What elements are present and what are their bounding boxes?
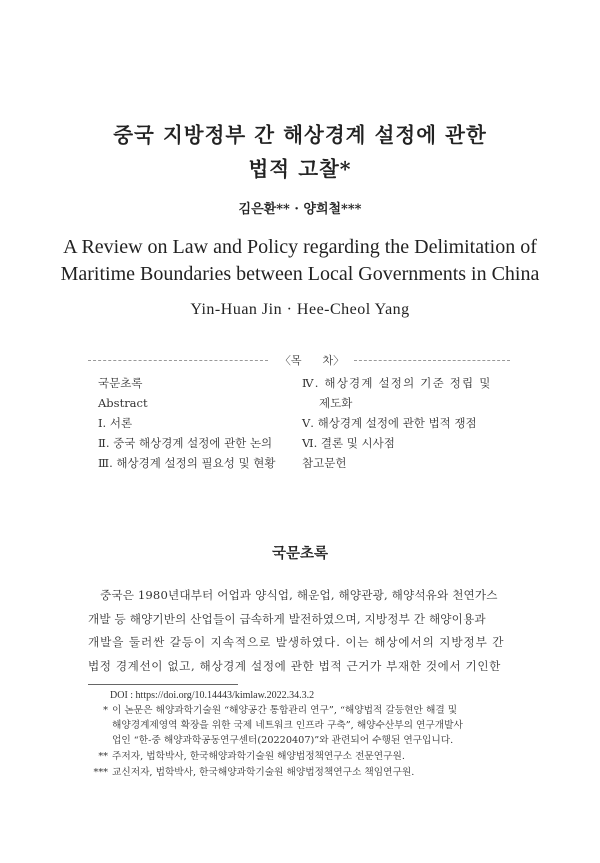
toc-item: Ⅴ. 해상경계 설정에 관한 법적 쟁점 bbox=[302, 416, 477, 430]
toc-item-continuation: 제도화 bbox=[319, 396, 353, 410]
toc-heading: 〈목 차〉 bbox=[279, 354, 345, 367]
paper-title-en bbox=[0, 234, 600, 288]
toc-column-right bbox=[302, 373, 512, 473]
footnote-text: 해양경계제영역 확장을 위한 국제 네트워크 인프라 구축”, 해양수산부의 연구개발사 bbox=[112, 720, 463, 731]
toc-item: Ⅱ. 중국 해상경계 설정에 관한 논의 bbox=[98, 436, 273, 450]
table-of-contents bbox=[88, 352, 510, 470]
en-title-line-2: Maritime Boundaries between Local Governments in China bbox=[60, 263, 540, 285]
footnote-text: 이 논문은 해양과학기술원 “해양공간 통합관리 연구”, “해양법적 갈등현안 해결 및 bbox=[112, 705, 458, 716]
toc-item: 참고문헌 bbox=[302, 456, 347, 470]
abstract-line: 개발을 둘러싼 갈등이 지속적으로 발생하였다. 이는 해상에서의 지방정부 간 bbox=[88, 635, 505, 649]
toc-item: Ⅳ. 해상경계 설정의 기준 정립 및 bbox=[302, 376, 492, 390]
toc-item: Ⅲ. 해상경계 설정의 필요성 및 현황 bbox=[98, 456, 276, 470]
toc-divider-left bbox=[88, 360, 268, 361]
toc-item: Abstract bbox=[98, 396, 148, 410]
paper-title-ko bbox=[0, 118, 600, 186]
footnote-3 bbox=[88, 765, 518, 780]
abstract-line: 중국은 1980년대부터 어업과 양식업, 해운업, 해양관광, 해양석유와 천연가스 bbox=[100, 588, 498, 602]
toc-column-left bbox=[98, 373, 318, 473]
authors-korean: 김은환** · 양희철*** bbox=[238, 202, 362, 217]
en-title-line-1: A Review on Law and Policy regarding the Delimitation of bbox=[63, 236, 537, 258]
doi-link[interactable]: DOI : https://doi.org/10.14443/kimlaw.2022.34.3.2 bbox=[110, 690, 315, 701]
title-line-1: 중국 지방정부 간 해상경계 설정에 관한 bbox=[113, 123, 487, 147]
abstract-line: 법정 경계선이 없고, 해상경계 설정에 관한 법적 근거가 부재한 것에서 기인한 bbox=[88, 658, 501, 673]
abstract-line: 개발 등 해양기반의 산업들이 급속하게 발전하였으며, 지방정부 간 해양이용과 bbox=[88, 611, 486, 626]
toc-item: 국문초록 bbox=[98, 376, 143, 390]
footnote-1 bbox=[88, 703, 518, 748]
footnote-marker: *** bbox=[93, 767, 108, 778]
footnote-marker: * bbox=[103, 705, 108, 716]
title-line-2: 법적 고찰* bbox=[248, 157, 352, 181]
footnote-marker: ** bbox=[98, 751, 108, 762]
footnote-text: 교신저자, 법학박사, 한국해양과학기술원 해양법정책연구소 책임연구원. bbox=[112, 767, 415, 778]
abstract-body bbox=[88, 584, 510, 678]
toc-item: Ⅵ. 결론 및 시사점 bbox=[302, 436, 395, 450]
authors-english: Yin-Huan Jin · Hee-Cheol Yang bbox=[190, 301, 410, 318]
toc-item: Ⅰ. 서론 bbox=[98, 416, 133, 430]
footnote-2 bbox=[88, 749, 518, 764]
footnote-separator bbox=[88, 684, 238, 685]
footnote-text: 주저자, 법학박사, 한국해양과학기술원 해양법정책연구소 전문연구원. bbox=[112, 751, 405, 762]
abstract-heading: 국문초록 bbox=[271, 545, 329, 562]
footnote-text: 업인 “한-중 해양과학공동연구센터(20220407)”와 관련되어 수행된 연구입니다. bbox=[112, 735, 454, 746]
toc-divider-right bbox=[354, 360, 510, 361]
